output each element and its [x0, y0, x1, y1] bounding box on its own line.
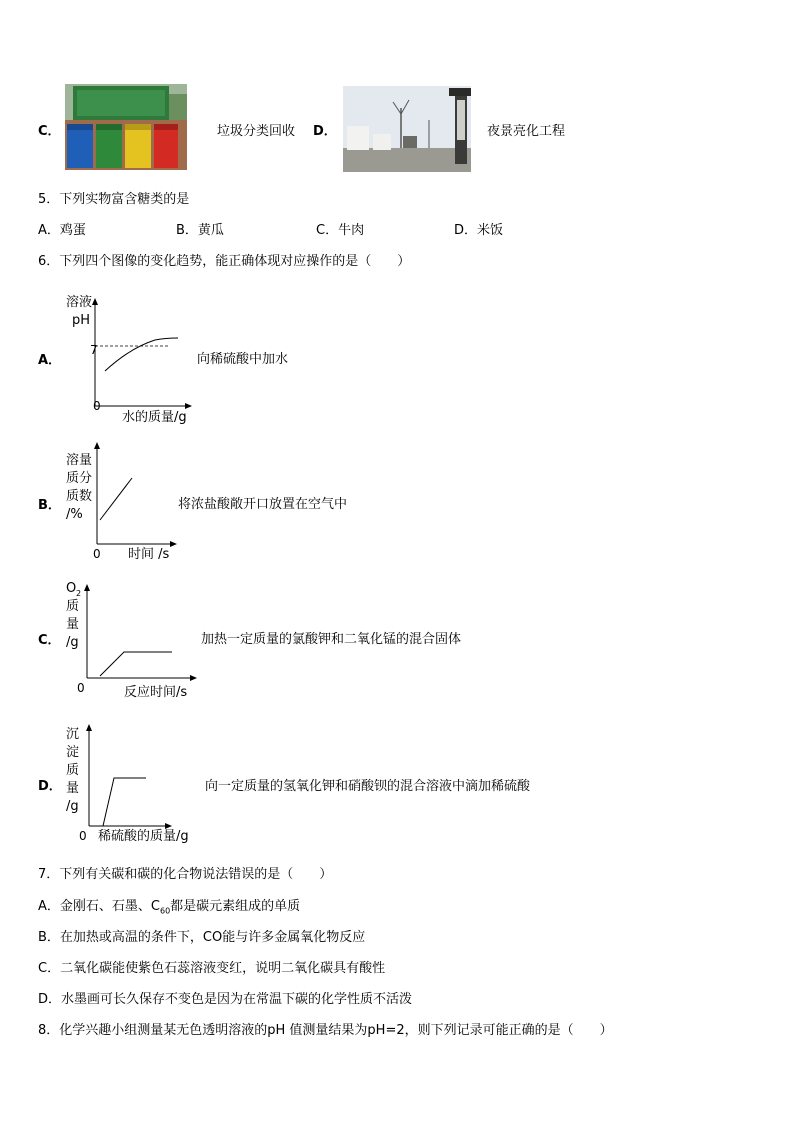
q6-option-a-label: A． [38, 353, 62, 368]
q6-option-c-label: C． [38, 633, 61, 648]
graph-d-y-arrow [86, 724, 92, 731]
q4-option-d-caption: 夜景亮化工程 [487, 124, 566, 139]
q6-option-c-desc: 加热一定质量的氯酸钾和二氧化锰的混合固体 [201, 632, 462, 647]
graph-c-xlabel: 反应时间/s [124, 685, 188, 700]
q5-stem: 5．下列实物富含糖类的是 [38, 192, 190, 207]
graph-b-ylabel-3: 质数 [66, 489, 93, 504]
graph-d-ylabel-1: 沉 [66, 727, 80, 742]
graph-b-line [100, 478, 132, 520]
graph-b-origin: 0 [93, 547, 101, 561]
graph-a-curve [105, 338, 178, 371]
graph-b-xlabel: 时间 /s [128, 547, 170, 562]
graph-d-line [103, 778, 146, 826]
graph-a-y-arrow [92, 298, 98, 305]
q7-stem: 7．下列有关碳和碳的化合物说法错误的是（ ） [38, 867, 333, 882]
graph-c-x-arrow [190, 675, 197, 681]
q5-option-b: B．黄瓜 [176, 223, 224, 238]
graph-b-ylabel-4: /% [66, 507, 83, 522]
graph-d-origin: 0 [79, 829, 87, 843]
graph-c [60, 576, 200, 702]
graph-a-ylabel-2: pH [72, 313, 91, 328]
street-lamp-image [343, 86, 471, 172]
graph-a-origin: 0 [93, 399, 101, 413]
q8-stem: 8．化学兴趣小组测量某无色透明溶液的pH 值测量结果为pH=2，则下列记录可能正确的是（ ） [38, 1023, 613, 1038]
graph-d [60, 716, 210, 846]
graph-b-ylabel-2: 质分 [66, 471, 93, 486]
graph-a-xlabel: 水的质量/g [122, 410, 187, 425]
q6-stem: 6．下列四个图像的变化趋势，能正确体现对应操作的是（ ） [38, 254, 411, 269]
graph-d-ylabel-2: 淀 [66, 745, 80, 760]
q7-option-a-post: 都是碳元素组成的单质 [170, 899, 301, 914]
q6-option-a-desc: 向稀硫酸中加水 [197, 352, 289, 367]
graph-c-ylabel-3: 量 [66, 617, 80, 632]
q7-option-a-sub: 60 [159, 906, 171, 916]
graph-d-ylabel-4: 量 [66, 781, 80, 796]
graph-b-y-arrow [94, 442, 100, 449]
q7-option-b: B．在加热或高温的条件下，CO能与许多金属氧化物反应 [38, 930, 366, 945]
q5-option-a: A．鸡蛋 [38, 223, 86, 238]
garbage-sorting-photo [65, 84, 187, 170]
graph-c-ylabel-4: /g [66, 635, 79, 650]
q4-option-c-caption: 垃圾分类回收 [217, 124, 296, 139]
q7-option-a-pre: A．金刚石、石墨、C [38, 899, 160, 914]
graph-d-ylabel-5: /g [66, 799, 79, 814]
graph-c-line [100, 652, 172, 676]
q7-option-a [38, 895, 300, 916]
q6-option-b-label: B． [38, 498, 61, 513]
garbage-bins-image [65, 84, 187, 170]
graph-d-ylabel-3: 质 [66, 763, 80, 778]
q5-option-c: C．牛肉 [316, 223, 365, 238]
graph-a-tick-7: 7 [90, 343, 98, 357]
graph-c-ylabel-1-sub: 2 [76, 589, 82, 598]
q6-option-d-label: D． [38, 779, 62, 794]
q7-option-d: D．水墨画可长久保存不变色是因为在常温下碳的化学性质不活泼 [38, 992, 413, 1007]
graph-c-ylabel-1: O [66, 581, 77, 596]
graph-b-ylabel-1: 溶量 [66, 453, 93, 468]
graph-c-ylabel-2: 质 [66, 599, 80, 614]
graph-b-x-arrow [170, 541, 177, 547]
graph-d-xlabel: 稀硫酸的质量/g [98, 829, 189, 844]
graph-a-x-arrow [185, 403, 192, 409]
q5-option-d: D．米饭 [454, 223, 504, 238]
graph-c-origin: 0 [77, 681, 85, 695]
q6-option-d-desc: 向一定质量的氢氧化钾和硝酸钡的混合溶液中滴加稀硫酸 [205, 779, 531, 794]
q7-option-c: C．二氧化碳能使紫色石蕊溶液变红，说明二氧化碳具有酸性 [38, 961, 386, 976]
q6-option-b-desc: 将浓盐酸敞开口放置在空气中 [178, 497, 348, 512]
graph-a [60, 288, 200, 428]
q4-option-c-label: C． [38, 124, 61, 139]
graph-a-ylabel-1: 溶液 [66, 295, 93, 310]
graph-b [60, 436, 190, 566]
graph-c-y-arrow [84, 584, 90, 591]
q4-option-d-label: D． [313, 124, 337, 139]
night-lighting-photo [343, 86, 471, 172]
